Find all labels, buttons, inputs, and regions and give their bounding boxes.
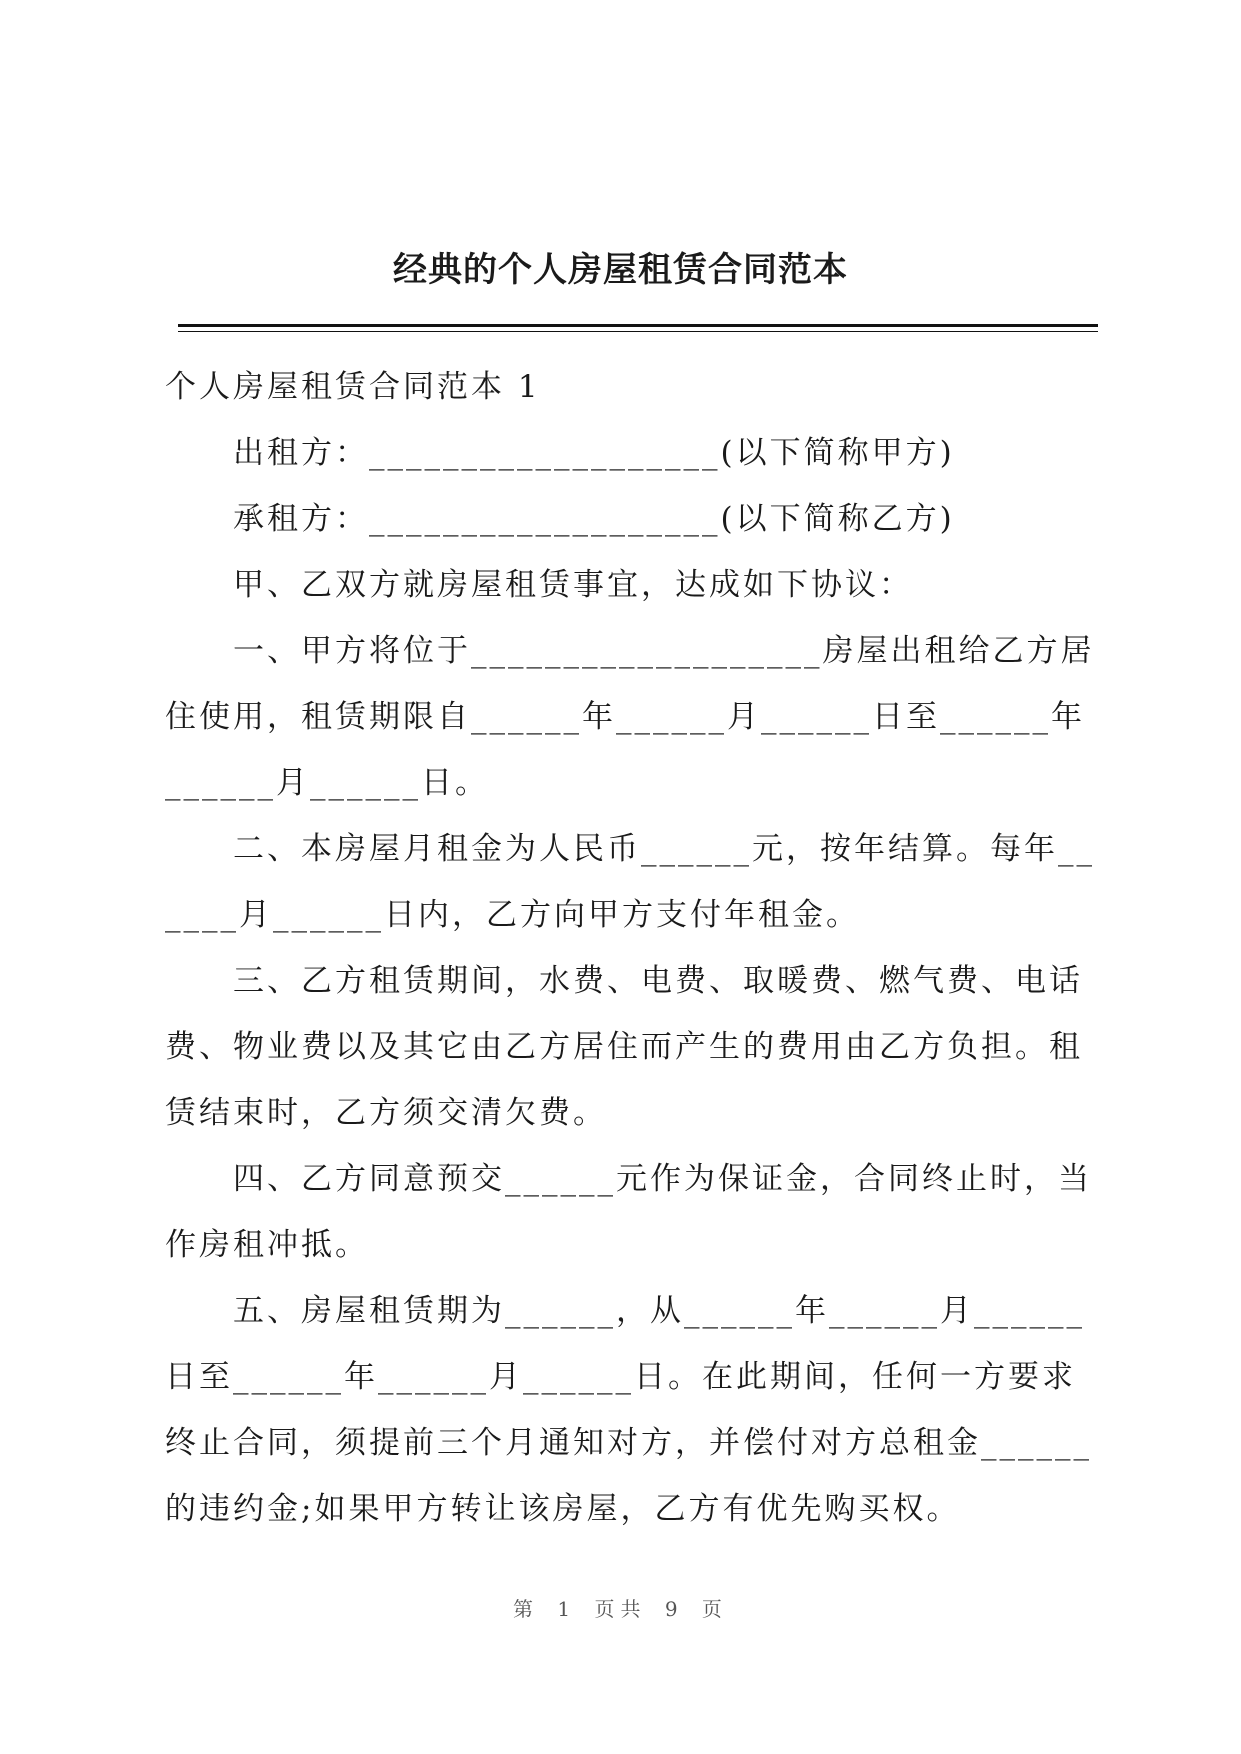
- paragraph-agreement-intro: 甲、乙双方就房屋租赁事宜，达成如下协议：: [233, 567, 913, 603]
- clause-3: 三、乙方租赁期间，水费、电费、取暖费、燃气费、电话费、物业费以及其它由乙方居住而产生的费用由乙方负担。租赁结束时，乙方须交清欠费。: [165, 963, 1083, 1131]
- title-rule-thick: [178, 324, 1098, 327]
- clause-4: 四、乙方同意预交______元作为保证金，合同终止时，当作房租冲抵。: [165, 1161, 1092, 1263]
- document-body: [165, 354, 1095, 1542]
- clause-2: 二、本房屋月租金为人民币______元，按年结算。每年______月______日内，乙方向甲方支付年租金。: [165, 831, 1095, 933]
- clause-5: 五、房屋租赁期为______，从______年______月______日至______年______月______日。在此期间，任何一方要求终止合同，须提前三个月通知对方，并偿付对方总租金______的违约金;如果甲方转让该房屋，乙方有优先购买权。: [165, 1293, 1092, 1527]
- title-rule-thin: [178, 331, 1098, 332]
- page-number: 第 1 页共 9 页: [513, 1597, 728, 1621]
- paragraph-lessor: 出租方：___________________(以下简称甲方): [233, 435, 955, 471]
- paragraph-lessee: 承租方：___________________(以下简称乙方): [233, 501, 955, 537]
- clause-1: 一、甲方将位于___________________房屋出租给乙方居住使用，租赁期限自______年______月______日至______年______月______日。: [165, 633, 1095, 801]
- document-title: 经典的个人房屋租赁合同范本: [393, 250, 848, 290]
- section-heading: 个人房屋租赁合同范本 1: [165, 369, 541, 405]
